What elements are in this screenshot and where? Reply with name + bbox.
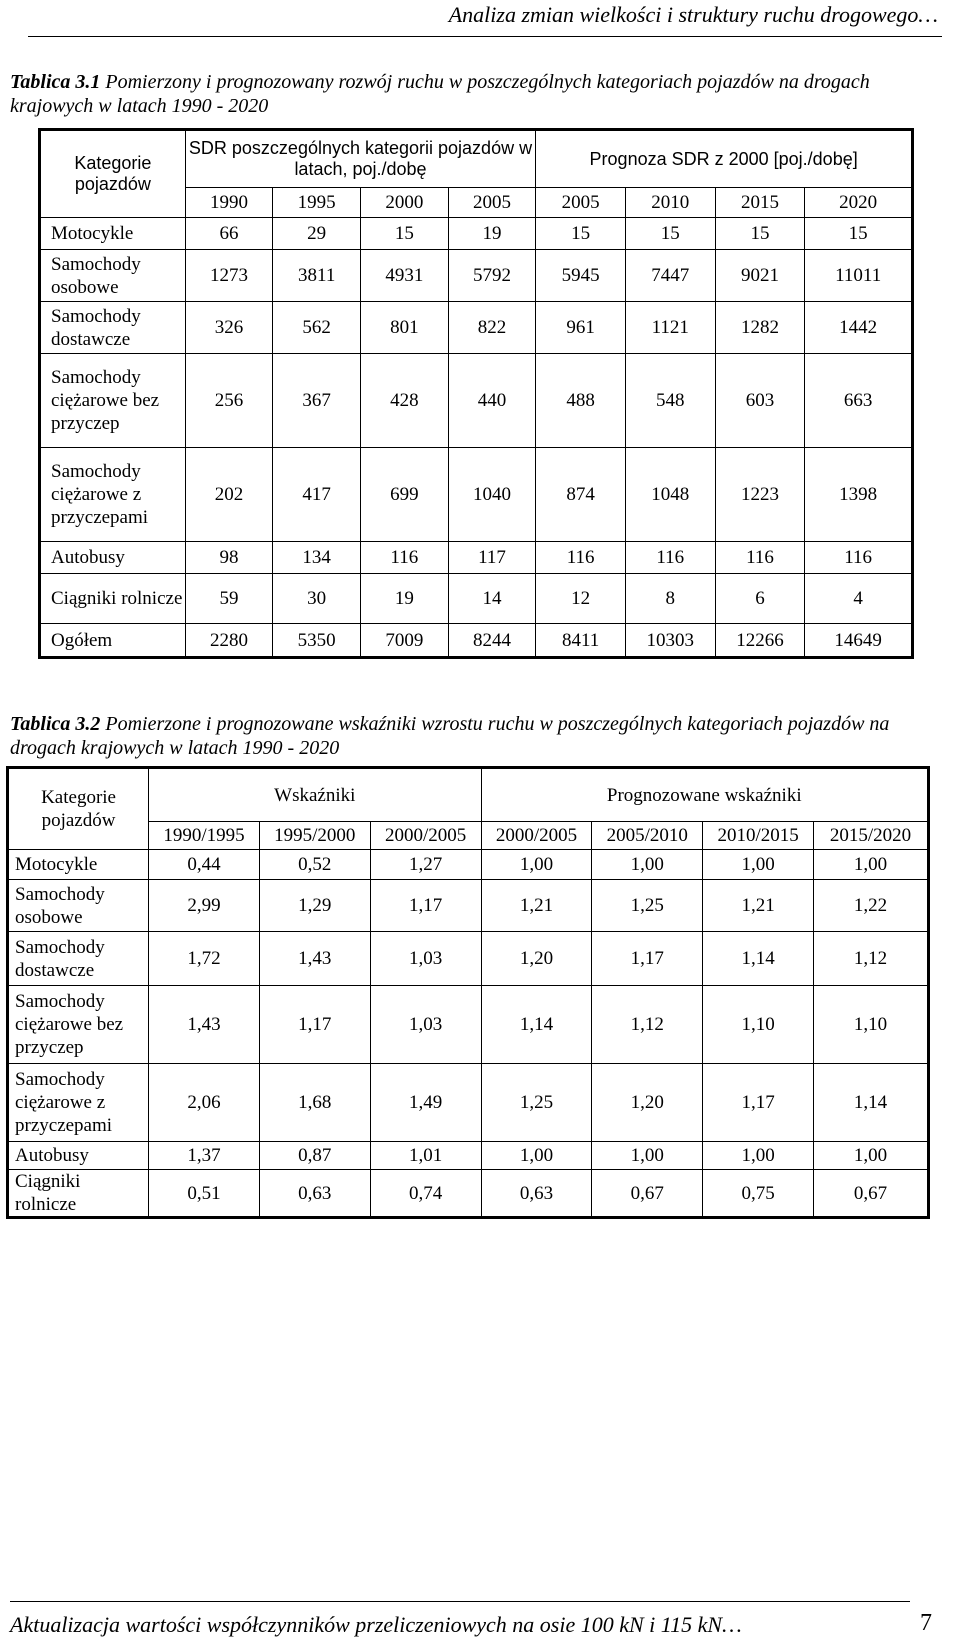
row-value: 699 [361,448,449,542]
row-value: 1,00 [481,850,592,880]
row-value: 12266 [715,624,805,658]
row-value: 0,63 [259,1170,370,1218]
row-value: 822 [448,302,536,354]
row-value: 603 [715,354,805,448]
row-value: 0,74 [370,1170,481,1218]
table2-caption-label: Tablica 3.2 [10,713,101,735]
row-value: 488 [536,354,626,448]
table1-header-forecast: Prognoza SDR z 2000 [poj./dobę] [536,130,913,188]
table2-caption-text: Pomierzone i prognozowane wskaźniki wzrostu ruchu w poszczególnych kategoriach pojazdów na drogach krajowych w latach 1990 - 2020 [10,713,890,759]
table2-caption [10,712,940,760]
row-value: 1273 [185,250,273,302]
row-category: Samochody ciężarowe z przyczepami [40,448,186,542]
row-value: 1,00 [592,850,703,880]
table1-year-header: 1990 [185,188,273,218]
row-category: Samochody dostawcze [40,302,186,354]
row-value: 2280 [185,624,273,658]
row-category: Samochody ciężarowe bez przyczep [40,354,186,448]
row-value: 5792 [448,250,536,302]
row-value: 1121 [625,302,715,354]
table1-year-header: 1995 [273,188,361,218]
row-value: 0,44 [149,850,260,880]
row-value: 1,12 [592,986,703,1064]
row-value: 428 [361,354,449,448]
table2-period-header: 2000/2005 [481,822,592,850]
row-value: 1,00 [703,850,814,880]
table2-period-header: 2005/2010 [592,822,703,850]
row-value: 12 [536,574,626,624]
row-value: 8244 [448,624,536,658]
row-value: 1,68 [259,1064,370,1142]
table1-caption-text: Pomierzony i prognozowany rozwój ruchu w poszczególnych kategoriach pojazdów na drogach krajowych w latach 1990 - 2020 [10,71,870,117]
table1-year-header: 2015 [715,188,805,218]
row-category: Ogółem [40,624,186,658]
table-row [8,986,929,1064]
row-value: 801 [361,302,449,354]
row-value: 1,03 [370,986,481,1064]
row-value: 0,51 [149,1170,260,1218]
table2-period-header: 2010/2015 [703,822,814,850]
row-value: 0,52 [259,850,370,880]
row-value: 15 [361,218,449,250]
table1-header-category: Kategorie pojazdów [40,130,186,218]
row-value: 9021 [715,250,805,302]
row-value: 19 [361,574,449,624]
row-value: 1,27 [370,850,481,880]
table2-period-header: 1990/1995 [149,822,260,850]
row-value: 1,01 [370,1142,481,1170]
page-number: 7 [920,1610,932,1636]
row-value: 1,10 [814,986,929,1064]
table1-caption [10,70,940,118]
row-value: 66 [185,218,273,250]
row-value: 548 [625,354,715,448]
row-value: 4931 [361,250,449,302]
row-category: Samochody osobowe [8,880,149,932]
table1-year-header: 2020 [805,188,913,218]
row-value: 14 [448,574,536,624]
row-value: 116 [805,542,913,574]
row-value: 134 [273,542,361,574]
row-value: 417 [273,448,361,542]
row-value: 59 [185,574,273,624]
row-value: 256 [185,354,273,448]
row-value: 1,20 [592,1064,703,1142]
header-rule [28,36,942,37]
row-value: 15 [536,218,626,250]
row-value: 1,00 [814,1142,929,1170]
row-value: 1,10 [703,986,814,1064]
table2 [6,766,930,1219]
row-value: 1048 [625,448,715,542]
table1-caption-label: Tablica 3.1 [10,71,101,93]
table-row [40,354,913,448]
row-value: 7009 [361,624,449,658]
row-value: 1,17 [592,932,703,986]
table-row [8,1170,929,1218]
table-row [40,542,913,574]
row-category: Motocykle [40,218,186,250]
row-value: 5350 [273,624,361,658]
row-value: 1223 [715,448,805,542]
row-value: 6 [715,574,805,624]
row-value: 1,20 [481,932,592,986]
table-row [40,218,913,250]
row-value: 2,06 [149,1064,260,1142]
table2-period-header: 2000/2005 [370,822,481,850]
table2-header-measured: Wskaźniki [149,768,481,822]
row-value: 15 [625,218,715,250]
row-value: 8411 [536,624,626,658]
row-category: Autobusy [40,542,186,574]
table-row [8,1142,929,1170]
table2-period-header: 1995/2000 [259,822,370,850]
row-value: 98 [185,542,273,574]
row-value: 0,67 [592,1170,703,1218]
row-value: 7447 [625,250,715,302]
row-value: 1,14 [814,1064,929,1142]
table2-period-header: 2015/2020 [814,822,929,850]
row-value: 0,87 [259,1142,370,1170]
row-value: 117 [448,542,536,574]
row-value: 116 [715,542,805,574]
row-value: 562 [273,302,361,354]
row-value: 367 [273,354,361,448]
row-value: 4 [805,574,913,624]
row-value: 2,99 [149,880,260,932]
row-value: 1398 [805,448,913,542]
row-value: 1,00 [592,1142,703,1170]
row-value: 11011 [805,250,913,302]
row-value: 1,17 [259,986,370,1064]
row-value: 874 [536,448,626,542]
table-row [40,574,913,624]
row-value: 8 [625,574,715,624]
row-value: 1,03 [370,932,481,986]
row-category: Samochody ciężarowe z przyczepami [8,1064,149,1142]
row-category: Ciągniki rolnicze [40,574,186,624]
row-value: 1,14 [703,932,814,986]
row-value: 15 [805,218,913,250]
table-row [8,932,929,986]
row-value: 326 [185,302,273,354]
table1-year-header: 2000 [361,188,449,218]
row-value: 1,00 [814,850,929,880]
table-row [40,624,913,658]
row-value: 0,63 [481,1170,592,1218]
row-value: 1,25 [481,1064,592,1142]
row-value: 1,29 [259,880,370,932]
table-row [8,850,929,880]
row-category: Samochody ciężarowe bez przyczep [8,986,149,1064]
table-row [40,250,913,302]
row-value: 1,17 [703,1064,814,1142]
row-value: 961 [536,302,626,354]
table1-year-header: 2005 [536,188,626,218]
row-value: 1040 [448,448,536,542]
row-value: 440 [448,354,536,448]
row-value: 663 [805,354,913,448]
row-value: 19 [448,218,536,250]
table-row [8,1064,929,1142]
row-value: 14649 [805,624,913,658]
row-value: 29 [273,218,361,250]
row-value: 1,14 [481,986,592,1064]
row-value: 116 [361,542,449,574]
row-value: 116 [625,542,715,574]
table-row [40,302,913,354]
row-value: 1,43 [259,932,370,986]
table-row [40,448,913,542]
row-value: 1,17 [370,880,481,932]
row-value: 10303 [625,624,715,658]
row-value: 116 [536,542,626,574]
row-category: Samochody osobowe [40,250,186,302]
row-value: 0,67 [814,1170,929,1218]
row-value: 15 [715,218,805,250]
table1-year-header: 2010 [625,188,715,218]
row-value: 1,21 [703,880,814,932]
row-value: 1,21 [481,880,592,932]
row-value: 3811 [273,250,361,302]
row-value: 30 [273,574,361,624]
table1 [38,128,914,659]
row-category: Autobusy [8,1142,149,1170]
row-value: 202 [185,448,273,542]
row-category: Samochody dostawcze [8,932,149,986]
row-value: 1442 [805,302,913,354]
table2-header-category: Kategorie pojazdów [8,768,149,850]
row-value: 1,12 [814,932,929,986]
row-category: Motocykle [8,850,149,880]
table1-year-header: 2005 [448,188,536,218]
row-value: 1282 [715,302,805,354]
row-value: 0,75 [703,1170,814,1218]
row-value: 1,49 [370,1064,481,1142]
row-value: 1,00 [481,1142,592,1170]
row-value: 1,72 [149,932,260,986]
row-value: 1,00 [703,1142,814,1170]
row-value: 1,37 [149,1142,260,1170]
footer-title: Aktualizacja wartości współczynników przeliczeniowych na osie 100 kN i 115 kN… [10,1612,742,1637]
row-value: 1,22 [814,880,929,932]
table-row [8,880,929,932]
row-value: 1,25 [592,880,703,932]
running-header: Analiza zmian wielkości i struktury ruchu drogowego… [448,2,938,27]
row-value: 1,43 [149,986,260,1064]
footer-rule [10,1601,910,1602]
table2-header-forecast: Prognozowane wskaźniki [481,768,928,822]
row-value: 5945 [536,250,626,302]
row-category: Ciągniki rolnicze [8,1170,149,1218]
table1-header-measured: SDR poszczególnych kategorii pojazdów w latach, poj./dobę [185,130,536,188]
